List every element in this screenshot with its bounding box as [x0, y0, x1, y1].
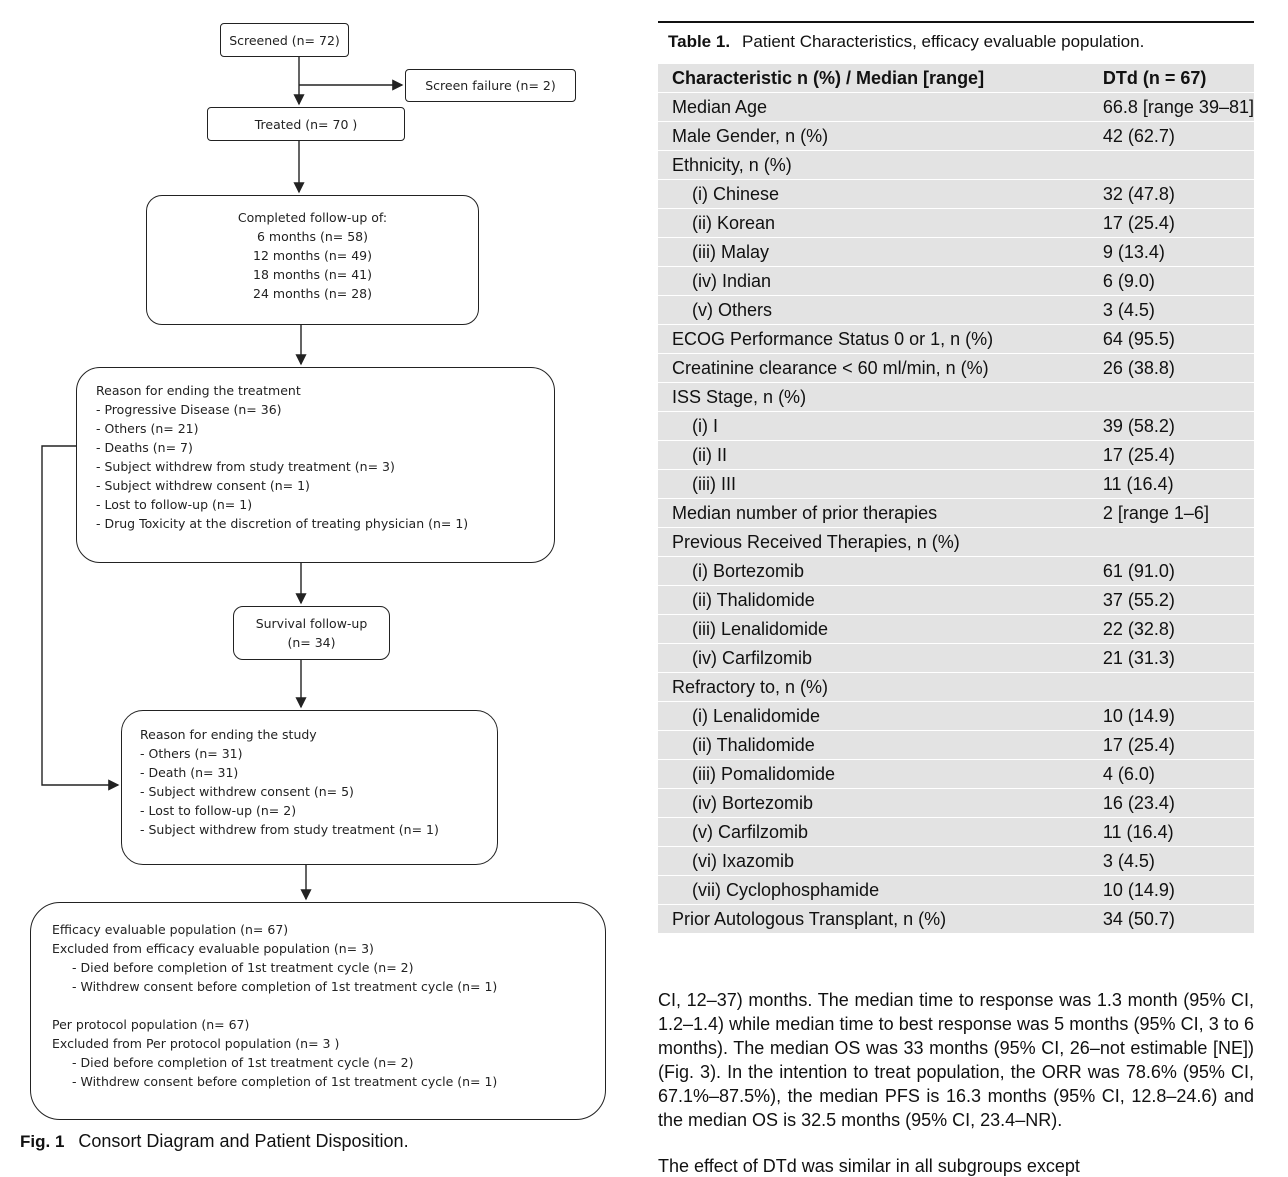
table-cell-value: 11 (16.4) — [1103, 470, 1254, 499]
per-protocol-population: Per protocol population (n= 67) — [52, 1017, 250, 1032]
end-treatment-reason: - Lost to follow-up (n= 1) — [96, 497, 253, 512]
table-cell-characteristic: Previous Received Therapies, n (%) — [658, 528, 1103, 557]
table-cell-characteristic: (v) Others — [658, 296, 1103, 325]
table-cell-value: 3 (4.5) — [1103, 296, 1254, 325]
table-row — [658, 702, 1254, 731]
table-row — [658, 383, 1254, 412]
end-treatment-reason: - Drug Toxicity at the discretion of treating physician (n= 1) — [96, 516, 469, 531]
table-cell-value: 9 (13.4) — [1103, 238, 1254, 267]
table-cell-characteristic: (vii) Cyclophosphamide — [658, 876, 1103, 905]
table-header-row — [658, 64, 1254, 93]
table-row — [658, 238, 1254, 267]
table-cell-characteristic: (ii) Thalidomide — [658, 586, 1103, 615]
table-cell-characteristic: Prior Autologous Transplant, n (%) — [658, 905, 1103, 934]
efficacy-excluded-reason: - Withdrew consent before completion of 1st treatment cycle (n= 1) — [72, 979, 498, 994]
table-row — [658, 789, 1254, 818]
table-cell-characteristic: (v) Carfilzomib — [658, 818, 1103, 847]
table-cell-characteristic: (i) Bortezomib — [658, 557, 1103, 586]
per-protocol-excluded-reason: - Died before completion of 1st treatment cycle (n= 2) — [72, 1055, 414, 1070]
end-study-reason: - Death (n= 31) — [140, 765, 239, 780]
end-treatment-reason: - Subject withdrew consent (n= 1) — [96, 478, 310, 493]
end-treatment-reason: - Others (n= 21) — [96, 421, 199, 436]
end-treatment-box — [76, 367, 555, 563]
end-treatment-heading: Reason for ending the treatment — [96, 383, 301, 398]
body-paragraph-text: CI, 12–37) months. The median time to response was 1.3 month (95% CI, 1.2–1.4) while median time to best response was 5 months (95% CI, 3 to 6 months). The median OS was 33 months (95% CI, 26–not estimable [NE]) (Fig. 3). In the intention to treat population, the ORR was 78.6% (95% CI, 67.1%–87.5%), the median PFS is 16.3 months (95% CI, 12.8–24.6) and the median OS is 32.5 months (95% CI, 23.4–NR). — [658, 990, 1254, 1130]
treated-text: Treated (n= 70 ) — [254, 116, 358, 132]
table-cell-value: 17 (25.4) — [1103, 441, 1254, 470]
end-study-box — [121, 710, 498, 865]
table-row — [658, 731, 1254, 760]
table-cell-characteristic: (i) Chinese — [658, 180, 1103, 209]
figure-caption-text: Consort Diagram and Patient Disposition. — [78, 1131, 409, 1151]
table-cell-value: 2 [range 1–6] — [1103, 499, 1254, 528]
table-cell-characteristic: ISS Stage, n (%) — [658, 383, 1103, 412]
table-cell-value — [1103, 151, 1254, 180]
table-row — [658, 673, 1254, 702]
table-cell-characteristic: Ethnicity, n (%) — [658, 151, 1103, 180]
followup-line: 6 months (n= 58) — [256, 229, 368, 244]
per-protocol-excluded: Excluded from Per protocol population (n= 3 ) — [52, 1036, 340, 1051]
survival-count: (n= 34) — [287, 635, 336, 650]
table-cell-characteristic: (ii) Korean — [658, 209, 1103, 238]
table-row — [658, 760, 1254, 789]
followup-box — [146, 195, 479, 325]
table-cell-value — [1103, 673, 1254, 702]
table-cell-value: 3 (4.5) — [1103, 847, 1254, 876]
end-study-reason: - Subject withdrew consent (n= 5) — [140, 784, 354, 799]
table-cell-value: 37 (55.2) — [1103, 586, 1254, 615]
table-cell-characteristic: (ii) II — [658, 441, 1103, 470]
table-cell-value: 16 (23.4) — [1103, 789, 1254, 818]
followup-line: Completed follow-up of: — [237, 210, 388, 225]
populations-box — [30, 902, 606, 1120]
followup-line: 18 months (n= 41) — [253, 267, 372, 282]
table-row — [658, 325, 1254, 354]
table-cell-characteristic: (iii) Lenalidomide — [658, 615, 1103, 644]
table-cell-value: 26 (38.8) — [1103, 354, 1254, 383]
table-cell-value: 64 (95.5) — [1103, 325, 1254, 354]
table-row — [658, 557, 1254, 586]
table-row — [658, 180, 1254, 209]
spacer — [52, 996, 605, 1015]
table-header-cell: DTd (n = 67) — [1103, 64, 1254, 93]
table-row — [658, 267, 1254, 296]
table-cell-characteristic: (iii) Pomalidomide — [658, 760, 1103, 789]
table-cell-characteristic: Median Age — [658, 93, 1103, 122]
body-paragraph — [658, 988, 1254, 1132]
end-treatment-reason: - Deaths (n= 7) — [96, 440, 193, 455]
efficacy-excluded-reason: - Died before completion of 1st treatment cycle (n= 2) — [72, 960, 414, 975]
end-treatment-reason: - Progressive Disease (n= 36) — [96, 402, 282, 417]
table-cell-characteristic: Male Gender, n (%) — [658, 122, 1103, 151]
table-cell-value: 42 (62.7) — [1103, 122, 1254, 151]
table-header-cell: Characteristic n (%) / Median [range] — [658, 64, 1103, 93]
table-title — [668, 32, 1144, 52]
table-cell-value: 11 (16.4) — [1103, 818, 1254, 847]
per-protocol-excluded-reason: - Withdrew consent before completion of 1st treatment cycle (n= 1) — [72, 1074, 498, 1089]
end-treatment-reason: - Subject withdrew from study treatment (n= 3) — [96, 459, 395, 474]
table-cell-value: 61 (91.0) — [1103, 557, 1254, 586]
table-cell-characteristic: (ii) Thalidomide — [658, 731, 1103, 760]
table-row — [658, 93, 1254, 122]
table-cell-value: 66.8 [range 39–81] — [1103, 93, 1254, 122]
followup-line: 24 months (n= 28) — [253, 286, 372, 301]
table-row — [658, 528, 1254, 557]
table-row — [658, 354, 1254, 383]
table-cell-value: 39 (58.2) — [1103, 412, 1254, 441]
table-cell-value: 32 (47.8) — [1103, 180, 1254, 209]
cutoff-text: The effect of DTd was similar in all subgroups except — [658, 1156, 1080, 1176]
table-cell-value: 10 (14.9) — [1103, 876, 1254, 905]
table-row — [658, 412, 1254, 441]
table-cell-value: 34 (50.7) — [1103, 905, 1254, 934]
table-cell-characteristic: (iii) III — [658, 470, 1103, 499]
table-cell-value: 10 (14.9) — [1103, 702, 1254, 731]
survival-text: Survival follow-up — [255, 616, 368, 631]
table-cell-value: 21 (31.3) — [1103, 644, 1254, 673]
table-row — [658, 122, 1254, 151]
table-cell-characteristic: (iv) Indian — [658, 267, 1103, 296]
table-row — [658, 644, 1254, 673]
end-study-reason: - Lost to follow-up (n= 2) — [140, 803, 297, 818]
survival-box — [233, 606, 390, 660]
table-cell-characteristic: (vi) Ixazomib — [658, 847, 1103, 876]
figure-caption — [20, 1131, 409, 1152]
screened-box — [220, 23, 349, 57]
efficacy-population: Efficacy evaluable population (n= 67) — [52, 922, 289, 937]
table-row — [658, 905, 1254, 934]
table-row — [658, 615, 1254, 644]
end-study-reason: - Others (n= 31) — [140, 746, 243, 761]
screened-text: Screened (n= 72) — [229, 32, 340, 48]
table-row — [658, 876, 1254, 905]
table-cell-characteristic: (i) Lenalidomide — [658, 702, 1103, 731]
table-cell-characteristic: (iv) Bortezomib — [658, 789, 1103, 818]
table-cell-value — [1103, 383, 1254, 412]
end-study-reason: - Subject withdrew from study treatment (n= 1) — [140, 822, 439, 837]
table-row — [658, 441, 1254, 470]
table-cell-characteristic: Refractory to, n (%) — [658, 673, 1103, 702]
treated-box — [207, 107, 405, 141]
table-top-rule — [658, 21, 1254, 23]
table-row — [658, 151, 1254, 180]
table-cell-value: 17 (25.4) — [1103, 209, 1254, 238]
table-cell-characteristic: ECOG Performance Status 0 or 1, n (%) — [658, 325, 1103, 354]
efficacy-excluded: Excluded from efficacy evaluable population (n= 3) — [52, 941, 374, 956]
table-cell-characteristic: Median number of prior therapies — [658, 499, 1103, 528]
table-title-text: Patient Characteristics, efficacy evaluable population. — [742, 32, 1145, 51]
table-cell-value: 4 (6.0) — [1103, 760, 1254, 789]
table-cell-value: 17 (25.4) — [1103, 731, 1254, 760]
table-label: Table 1. — [668, 32, 731, 51]
end-study-heading: Reason for ending the study — [140, 727, 317, 742]
table-cell-value — [1103, 528, 1254, 557]
table-cell-value: 6 (9.0) — [1103, 267, 1254, 296]
table-row — [658, 586, 1254, 615]
table-cell-characteristic: (iv) Carfilzomib — [658, 644, 1103, 673]
table-row — [658, 499, 1254, 528]
table-cell-value: 22 (32.8) — [1103, 615, 1254, 644]
patient-characteristics-table — [658, 64, 1254, 934]
table-row — [658, 470, 1254, 499]
figure-label: Fig. 1 — [20, 1132, 65, 1151]
followup-line: 12 months (n= 49) — [253, 248, 372, 263]
table-row — [658, 209, 1254, 238]
table-cell-characteristic: (iii) Malay — [658, 238, 1103, 267]
table-cell-characteristic: (i) I — [658, 412, 1103, 441]
table-cell-characteristic: Creatinine clearance < 60 ml/min, n (%) — [658, 354, 1103, 383]
screen-failure-box — [405, 69, 576, 102]
table-row — [658, 296, 1254, 325]
screen-failure-text: Screen failure (n= 2) — [425, 78, 556, 93]
table-row — [658, 847, 1254, 876]
table-row — [658, 818, 1254, 847]
